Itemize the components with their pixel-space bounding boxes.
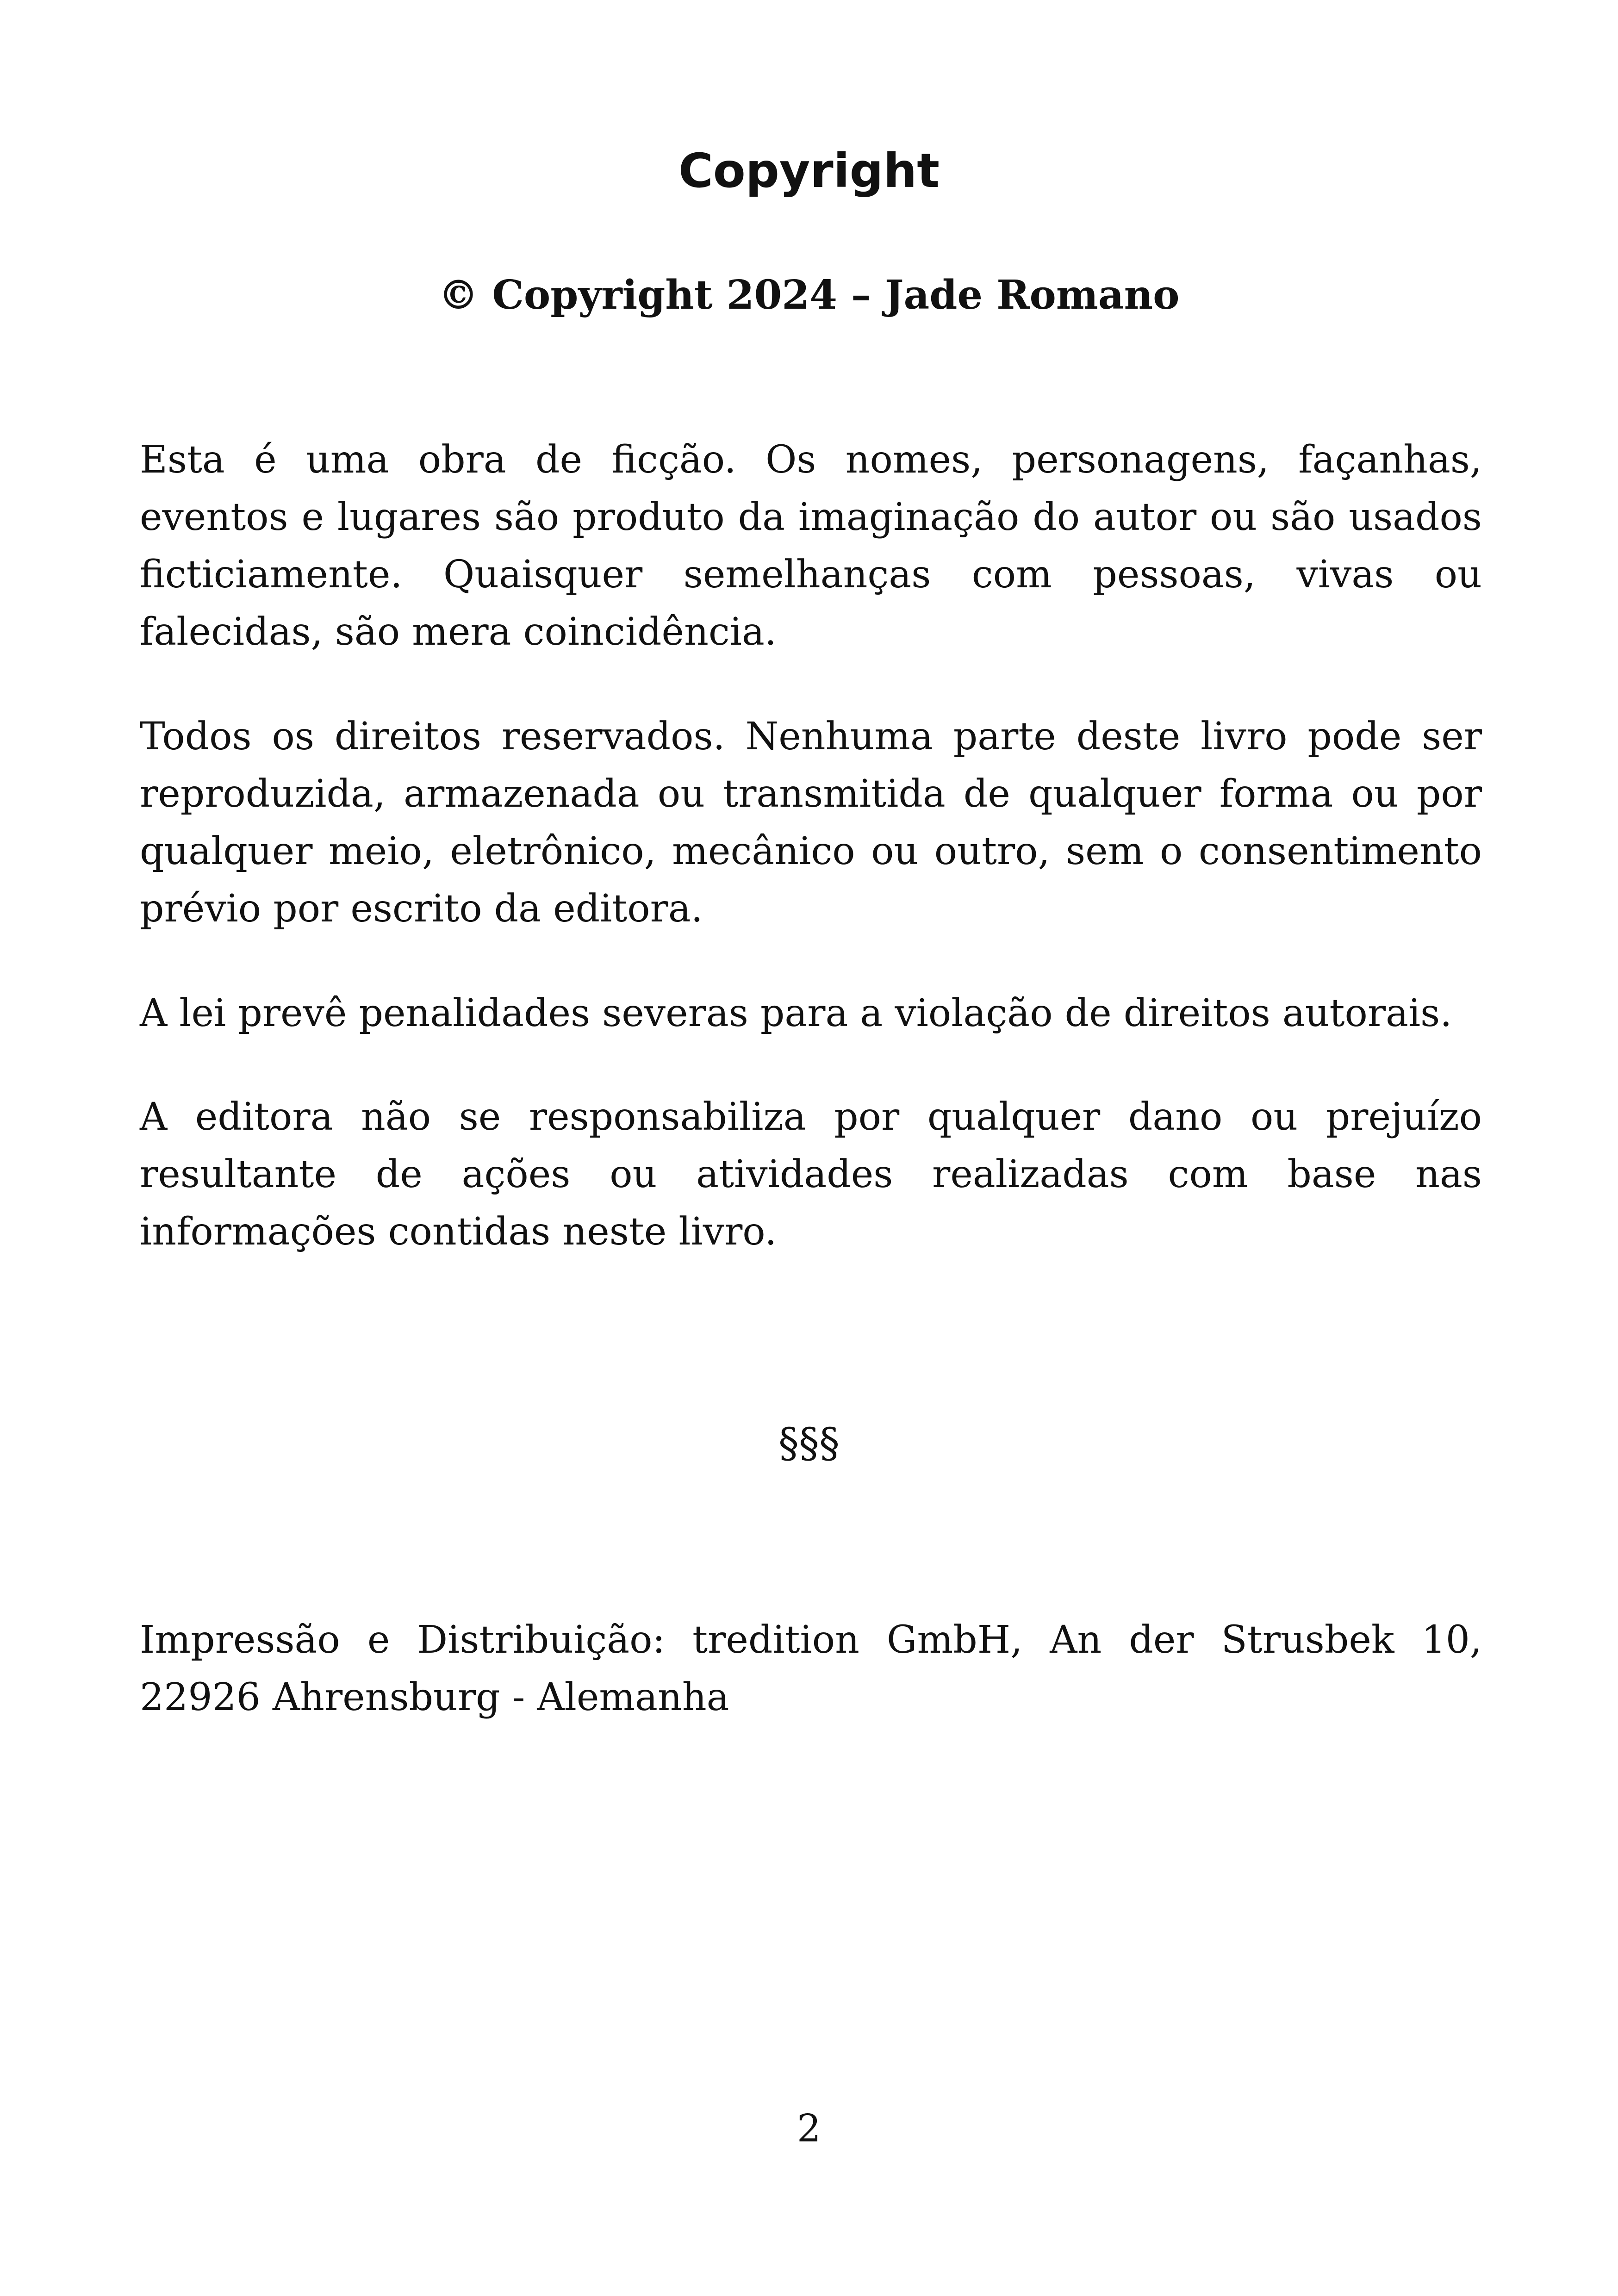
rights-reserved-paragraph: Todos os direitos reservados. Nenhuma parte deste livro pode ser reproduzida, armazenada ou transmitida de qualquer forma ou por qualquer meio, eletrônico, mecânico ou outro, sem o consentimento prévio por escrito da editora. (140, 715, 1482, 931)
copyright-law-paragraph: A lei prevê penalidades severas para a violação de direitos autorais. (140, 991, 1452, 1035)
copyright-line: © Copyright 2024 – Jade Romano (438, 272, 1180, 318)
page-title: Copyright (678, 143, 940, 199)
liability-disclaimer-paragraph: A editora não se responsabiliza por qualquer dano ou prejuízo resultante de ações ou atividades realizadas com base nas informações contidas neste livro. (140, 1095, 1482, 1254)
fiction-disclaimer-paragraph: Esta é uma obra de ficção. Os nomes, personagens, façanhas, eventos e lugares são produto da imaginação do autor ou são usados ficticiamente. Quaisquer semelhanças com pessoas, vivas ou falecidas, são mera coincidência. (140, 438, 1482, 654)
section-separator: §§§ (778, 1419, 840, 1467)
printing-distribution-info: Impressão e Distribuição: tredition GmbH, An der Strusbek 10, 22926 Ahrensburg - Alemanha (140, 1618, 1482, 1719)
page-number: 2 (797, 2107, 821, 2151)
